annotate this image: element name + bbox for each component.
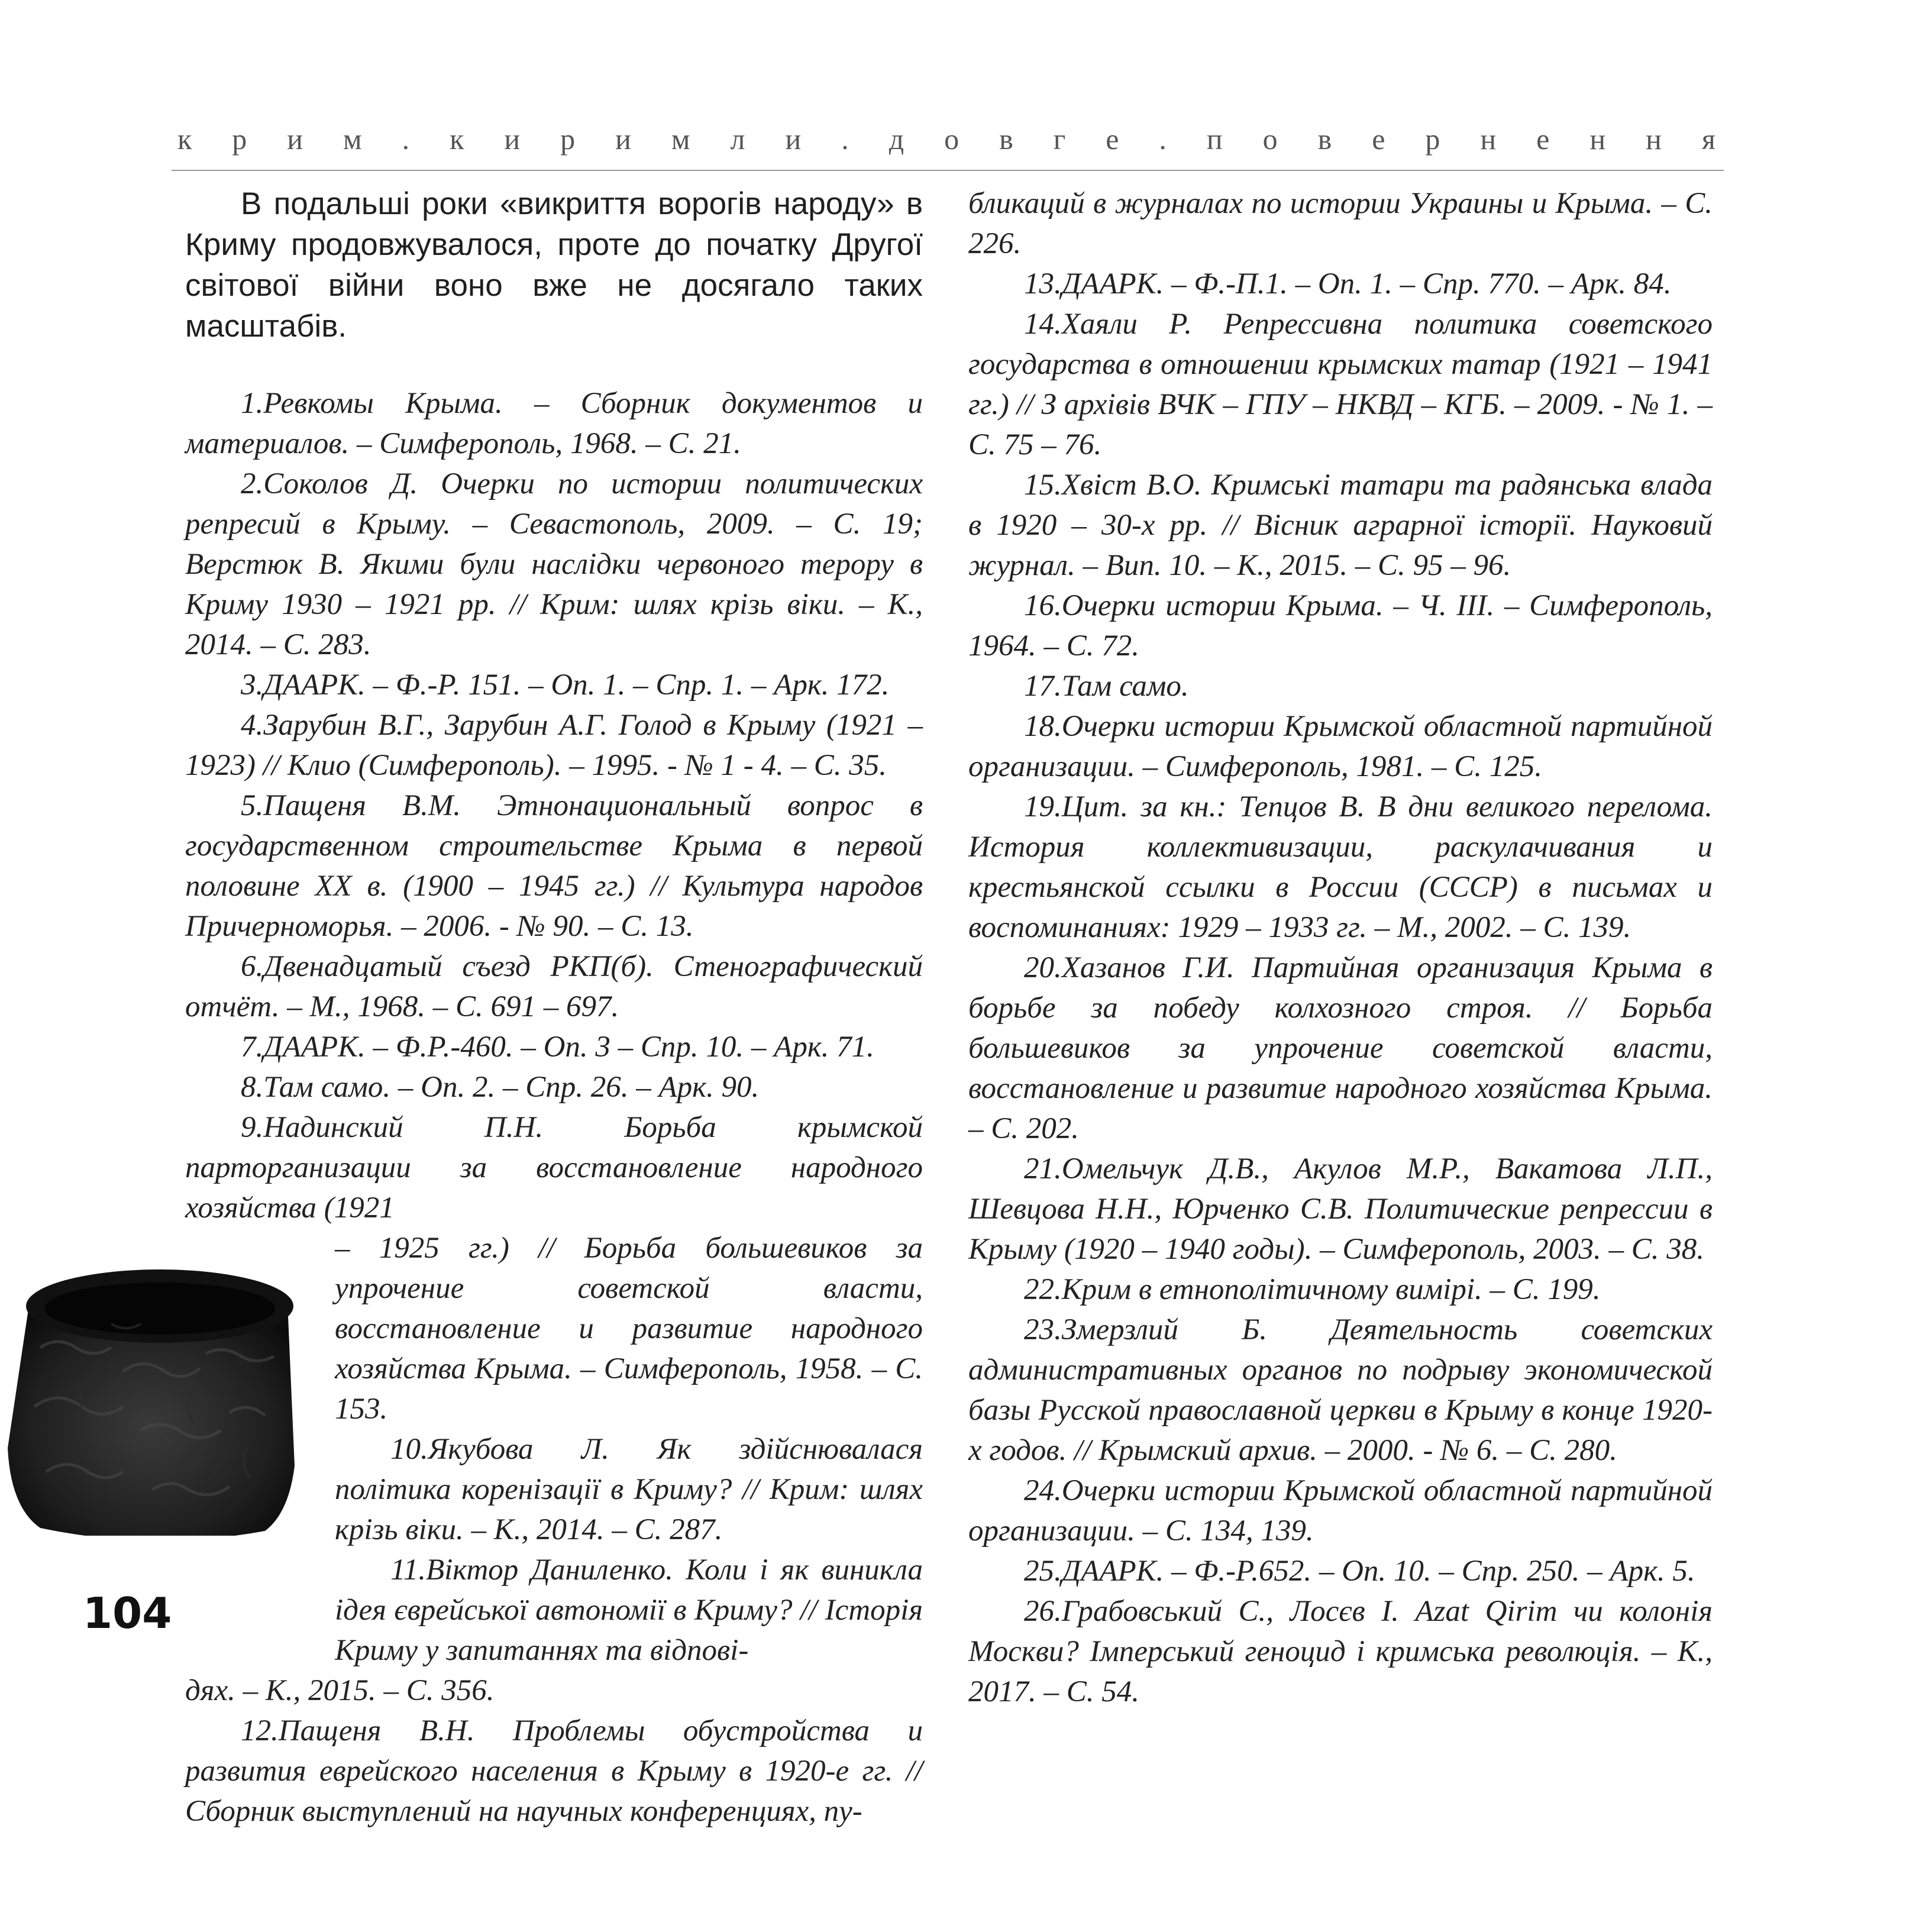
reference-item: 4.Зарубин В.Г., Зарубин А.Г. Голод в Крыму (1921 – 1923) // Клио (Симферополь). – 1995. - № 1 - 4. – С. 35. <box>185 709 923 782</box>
reference-item: 5.Пащеня В.М. Этнонациональный вопрос в государственном строительстве Крыма в первой половине ХХ в. (1900 – 1945 гг.) // Культура народов Причерноморья. – 2006. - № 90. – С. 13. <box>185 789 923 943</box>
header-letter: . <box>841 122 849 156</box>
reference-item: 19.Цит. за кн.: Тепцов В. В дни великого перелома. История коллективизации, раскулачивания и крестьянской ссылки в России (СССР) в письмах и воспоминаниях: 1929 – 1933 гг. – М., 2002. – С. 139. <box>968 790 1713 944</box>
reference-item: 20.Хазанов Г.И. Партийная организация Крыма в борьбе за победу колхозного строя. // Борьба большевиков за упрочение советской власти, восстановление и развитие народного хозяйства Крыма. – С. 202. <box>968 951 1713 1145</box>
header-letter: н <box>1589 122 1606 156</box>
reference-item: 15.Хвіст В.О. Кримські татари та радянська влада в 1920 – 30-х рр. // Вісник аграрної історії. Науковий журнал. – Вип. 10. – К., 2015. – С. 95 – 96. <box>968 469 1713 582</box>
header-letter: о <box>1262 122 1278 156</box>
right-column <box>968 183 1713 1712</box>
header-letter: к <box>450 122 464 156</box>
header-letter: м <box>671 122 690 156</box>
reference-item: 1.Ревкомы Крыма. – Сборник документов и материалов. – Симферополь, 1968. – С. 21. <box>185 387 923 460</box>
header-letter: л <box>730 122 745 156</box>
reference-item: 11.Віктор Даниленко. Коли і як виникла ідея єврейської автономії в Криму? // Історія Криму у запитаннях та відпові- <box>335 1553 923 1667</box>
header-divider <box>172 170 1724 171</box>
reference-item: 2.Соколов Д. Очерки по истории политических репресий в Крыму. – Севастополь, 2009. – С. 19; Верстюк В. Якими були наслідки червоного терору в Криму 1930 – 1921 рр. // Крим: шлях крізь віки. – К., 2014. – С. 283. <box>185 467 923 661</box>
header-letter: о <box>944 122 959 156</box>
reference-item: 26.Грабовський С., Лосєв І. Azat Qirim чи колонія Москви? Імперський геноцид і кримська революція. – К., 2017. – С. 54. <box>968 1595 1713 1708</box>
header-letter: е <box>1536 122 1550 156</box>
header-letter: и <box>785 122 802 156</box>
reference-item: 10.Якубова Л. Як здійснювалася політика коренізації в Криму? // Крим: шлях крізь віки. – К., 2014. – С. 287. <box>335 1433 923 1546</box>
reference-item: 18.Очерки истории Крымской областной партийной организации. – Симферополь, 1981. – С. 125. <box>968 710 1713 783</box>
header-letter: к <box>177 122 192 156</box>
reference-item-continued: дях. – К., 2015. – С. 356. <box>185 1674 495 1707</box>
image-wrap-text <box>335 1228 923 1671</box>
reference-item-continued: бликаций в журналах по истории Украины и Крыма. – С. 226. <box>968 187 1713 260</box>
reference-item: 9.Надинский П.Н. Борьба крымской парторганизации за восстановление народного хозяйства (1921 <box>185 1111 923 1225</box>
reference-item: 7.ДААРК. – Ф.Р.-460. – Оп. 3 – Спр. 10. – Арк. 71. <box>241 1030 874 1064</box>
header-letter: е <box>1106 122 1119 156</box>
fur-hat-image <box>5 1253 299 1536</box>
header-letter: р <box>560 122 576 156</box>
header-letter: . <box>402 122 410 156</box>
header-letter: в <box>999 122 1013 156</box>
intro-paragraph: В подальші роки «викриття ворогів народу» в Криму продовжувалося, проте до початку Другої світової війни воно вже не досягало таких масштабів. <box>185 186 923 344</box>
reference-item: 14.Хаяли Р. Репрессивна политика советского государства в отношении крымских татар (1921 – 1941 гг.) // З архівів ВЧК – ГПУ – НКВД – КГБ. – 2009. - № 1. – С. 75 – 76. <box>968 308 1713 461</box>
reference-item: 12.Пащеня В.Н. Проблемы обустройства и развития еврейского населения в Крыму в 1920-е гг. // Сборник выступлений на научных конференциях, пу- <box>185 1714 923 1828</box>
header-letter: н <box>1646 122 1662 156</box>
header-letter: п <box>1206 122 1223 156</box>
header-letter: н <box>1480 122 1497 156</box>
header-letter: е <box>1372 122 1385 156</box>
page-number: 104 <box>83 1588 172 1638</box>
reference-item: 8.Там само. – Оп. 2. – Спр. 26. – Арк. 90. <box>241 1071 760 1104</box>
reference-item: 3.ДААРК. – Ф.-Р. 151. – Оп. 1. – Спр. 1. – Арк. 172. <box>241 668 890 702</box>
reference-item: 13.ДААРК. – Ф.-П.1. – Оп. 1. – Спр. 770. – Арк. 84. <box>1024 267 1672 301</box>
header-letter: р <box>232 122 247 156</box>
header-letter: и <box>615 122 631 156</box>
header-letter: г <box>1053 122 1066 156</box>
running-header <box>177 118 1715 160</box>
header-letter: в <box>1317 122 1332 156</box>
left-column <box>185 183 923 1831</box>
reference-item: 25.ДААРК. – Ф.-Р.652. – Оп. 10. – Спр. 250. – Арк. 5. <box>1024 1555 1695 1588</box>
header-letter: и <box>504 122 521 156</box>
header-letter: м <box>343 122 362 156</box>
header-letter: р <box>1425 122 1440 156</box>
header-letter: . <box>1159 122 1167 156</box>
reference-item-continued: – 1925 гг.) // Борьба большевиков за упрочение советской власти, восстановление и развитие народного хозяйства Крыма. – Симферополь, 1958. – С. 153. <box>335 1232 923 1426</box>
reference-item: 6.Двенадцатый съезд РКП(б). Стенографический отчёт. – М., 1968. – С. 691 – 697. <box>185 950 923 1023</box>
header-letter: и <box>287 122 303 156</box>
reference-item: 17.Там само. <box>1024 670 1189 703</box>
reference-item: 23.Змерзлий Б. Деятельность советских административных органов по подрыву экономической базы Русской православной церкви в Крыму в конце 1920-х годов. // Крымский архив. – 2000. - № 6. – С. 280. <box>968 1313 1713 1467</box>
header-letter: я <box>1701 122 1715 156</box>
reference-item: 21.Омельчук Д.В., Акулов М.Р., Вакатова Л.П., Шевцова Н.Н., Юрченко С.В. Политические репрессии в Крыму (1920 – 1940 годы). – Симферополь, 2003. – С. 38. <box>968 1152 1713 1266</box>
reference-item: 16.Очерки истории Крыма. – Ч. ІІІ. – Симферополь, 1964. – С. 72. <box>968 589 1713 663</box>
header-letter: д <box>889 122 904 156</box>
reference-item: 24.Очерки истории Крымской областной партийной организации. – С. 134, 139. <box>968 1474 1713 1547</box>
reference-item: 22.Крим в етнополітичному вимірі. – С. 199. <box>1024 1273 1601 1306</box>
